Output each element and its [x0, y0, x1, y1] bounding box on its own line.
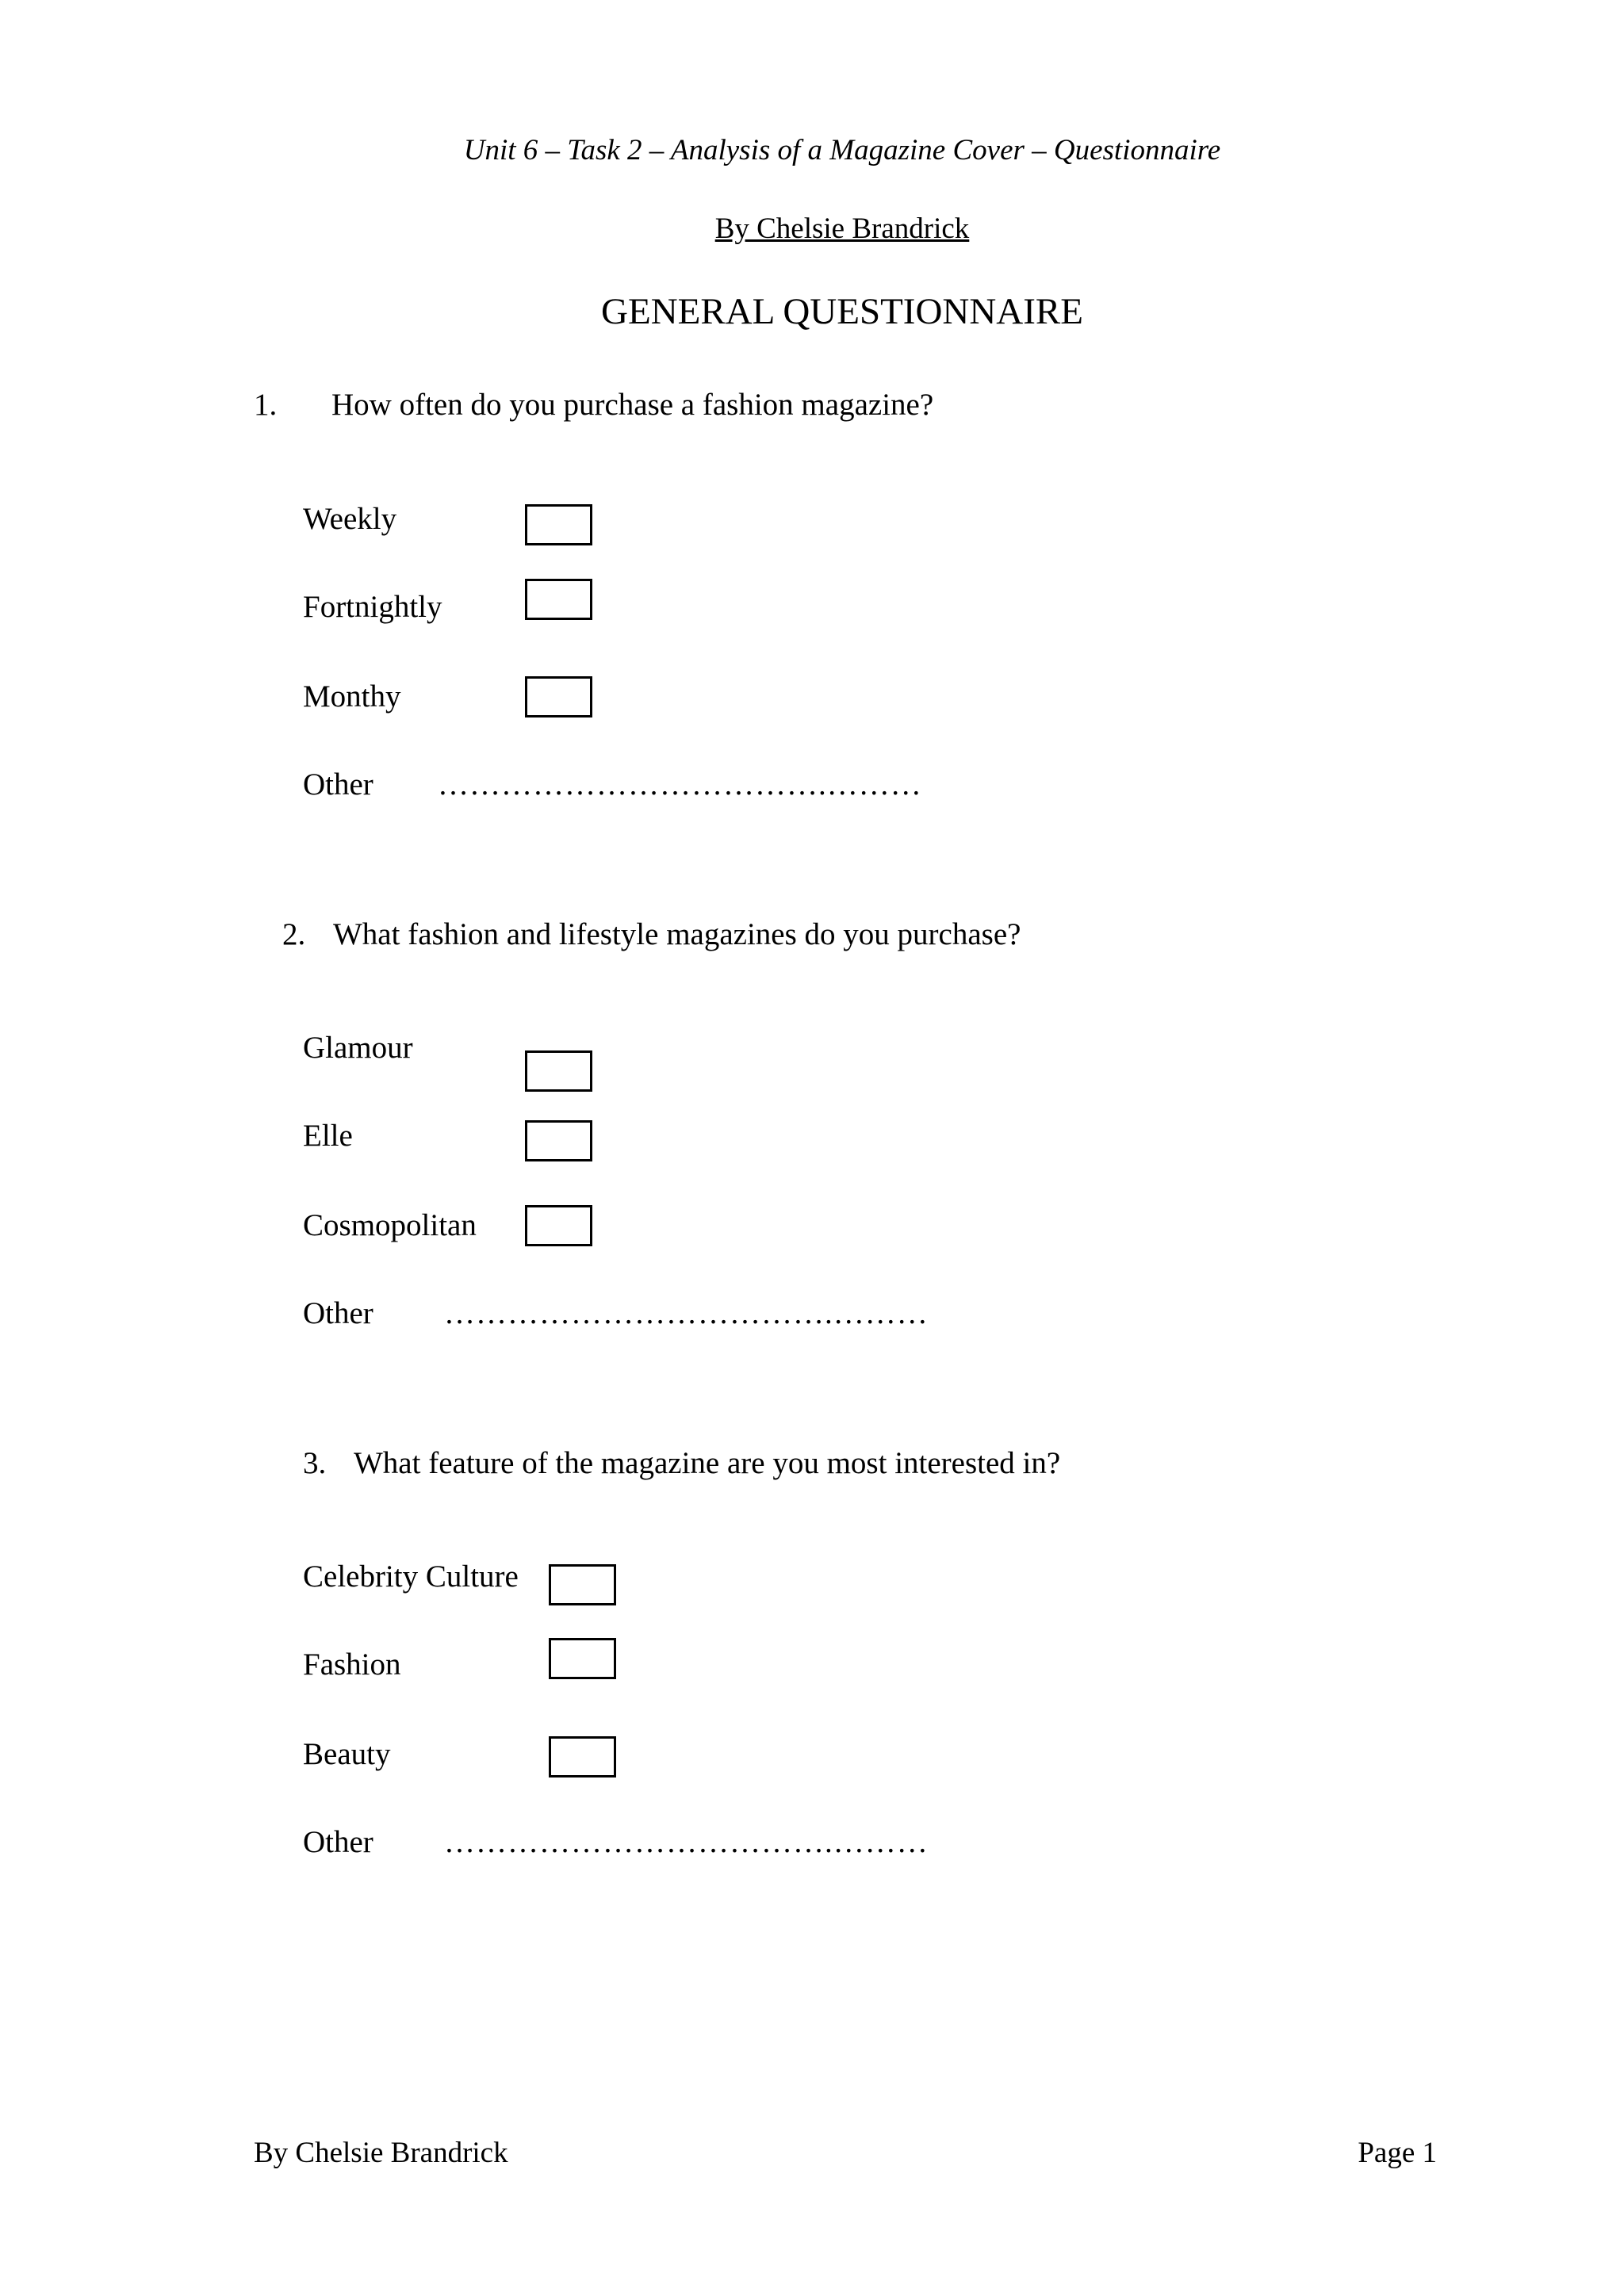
other-label: Other: [303, 767, 373, 802]
other-answer-line[interactable]: ……………………………….………: [438, 767, 922, 802]
author-byline: By Chelsie Brandrick: [714, 212, 970, 245]
option-label: Weekly: [303, 502, 397, 536]
checkbox-cosmopolitan[interactable]: [525, 1205, 592, 1246]
checkbox-fortnightly[interactable]: [525, 579, 592, 620]
other-label: Other: [303, 1296, 373, 1330]
question-number: 1.: [254, 388, 278, 422]
option-label: Celebrity Culture: [303, 1559, 519, 1594]
footer-page-number: Page 1: [1358, 2137, 1437, 2169]
checkbox-glamour[interactable]: [525, 1050, 592, 1092]
page-title: GENERAL QUESTIONNAIRE: [601, 291, 1083, 332]
option-label: Fashion: [303, 1647, 401, 1682]
option-label: Elle: [303, 1119, 353, 1153]
checkbox-celebrity-culture[interactable]: [549, 1564, 616, 1605]
other-answer-line[interactable]: ……………………………….………: [444, 1825, 929, 1859]
option-label: Fortnightly: [303, 590, 442, 624]
option-label: Glamour: [303, 1031, 413, 1065]
other-answer-line[interactable]: ……………………………….………: [444, 1296, 929, 1330]
question-number: 2.: [282, 917, 306, 951]
other-label: Other: [303, 1825, 373, 1859]
question-number: 3.: [303, 1446, 327, 1480]
question-text: How often do you purchase a fashion magazine?: [331, 388, 934, 422]
footer-author: By Chelsie Brandrick: [254, 2137, 508, 2169]
option-label: Beauty: [303, 1737, 391, 1771]
document-subtitle: Unit 6 – Task 2 – Analysis of a Magazine Cover – Questionnaire: [463, 134, 1221, 166]
checkbox-fashion[interactable]: [549, 1638, 616, 1679]
checkbox-beauty[interactable]: [549, 1736, 616, 1777]
checkbox-monthy[interactable]: [525, 676, 592, 718]
checkbox-weekly[interactable]: [525, 504, 592, 545]
option-label: Monthy: [303, 679, 401, 714]
question-text: What fashion and lifestyle magazines do you purchase?: [333, 917, 1021, 951]
option-label: Cosmopolitan: [303, 1208, 477, 1242]
checkbox-elle[interactable]: [525, 1120, 592, 1161]
question-text: What feature of the magazine are you most interested in?: [354, 1446, 1061, 1480]
